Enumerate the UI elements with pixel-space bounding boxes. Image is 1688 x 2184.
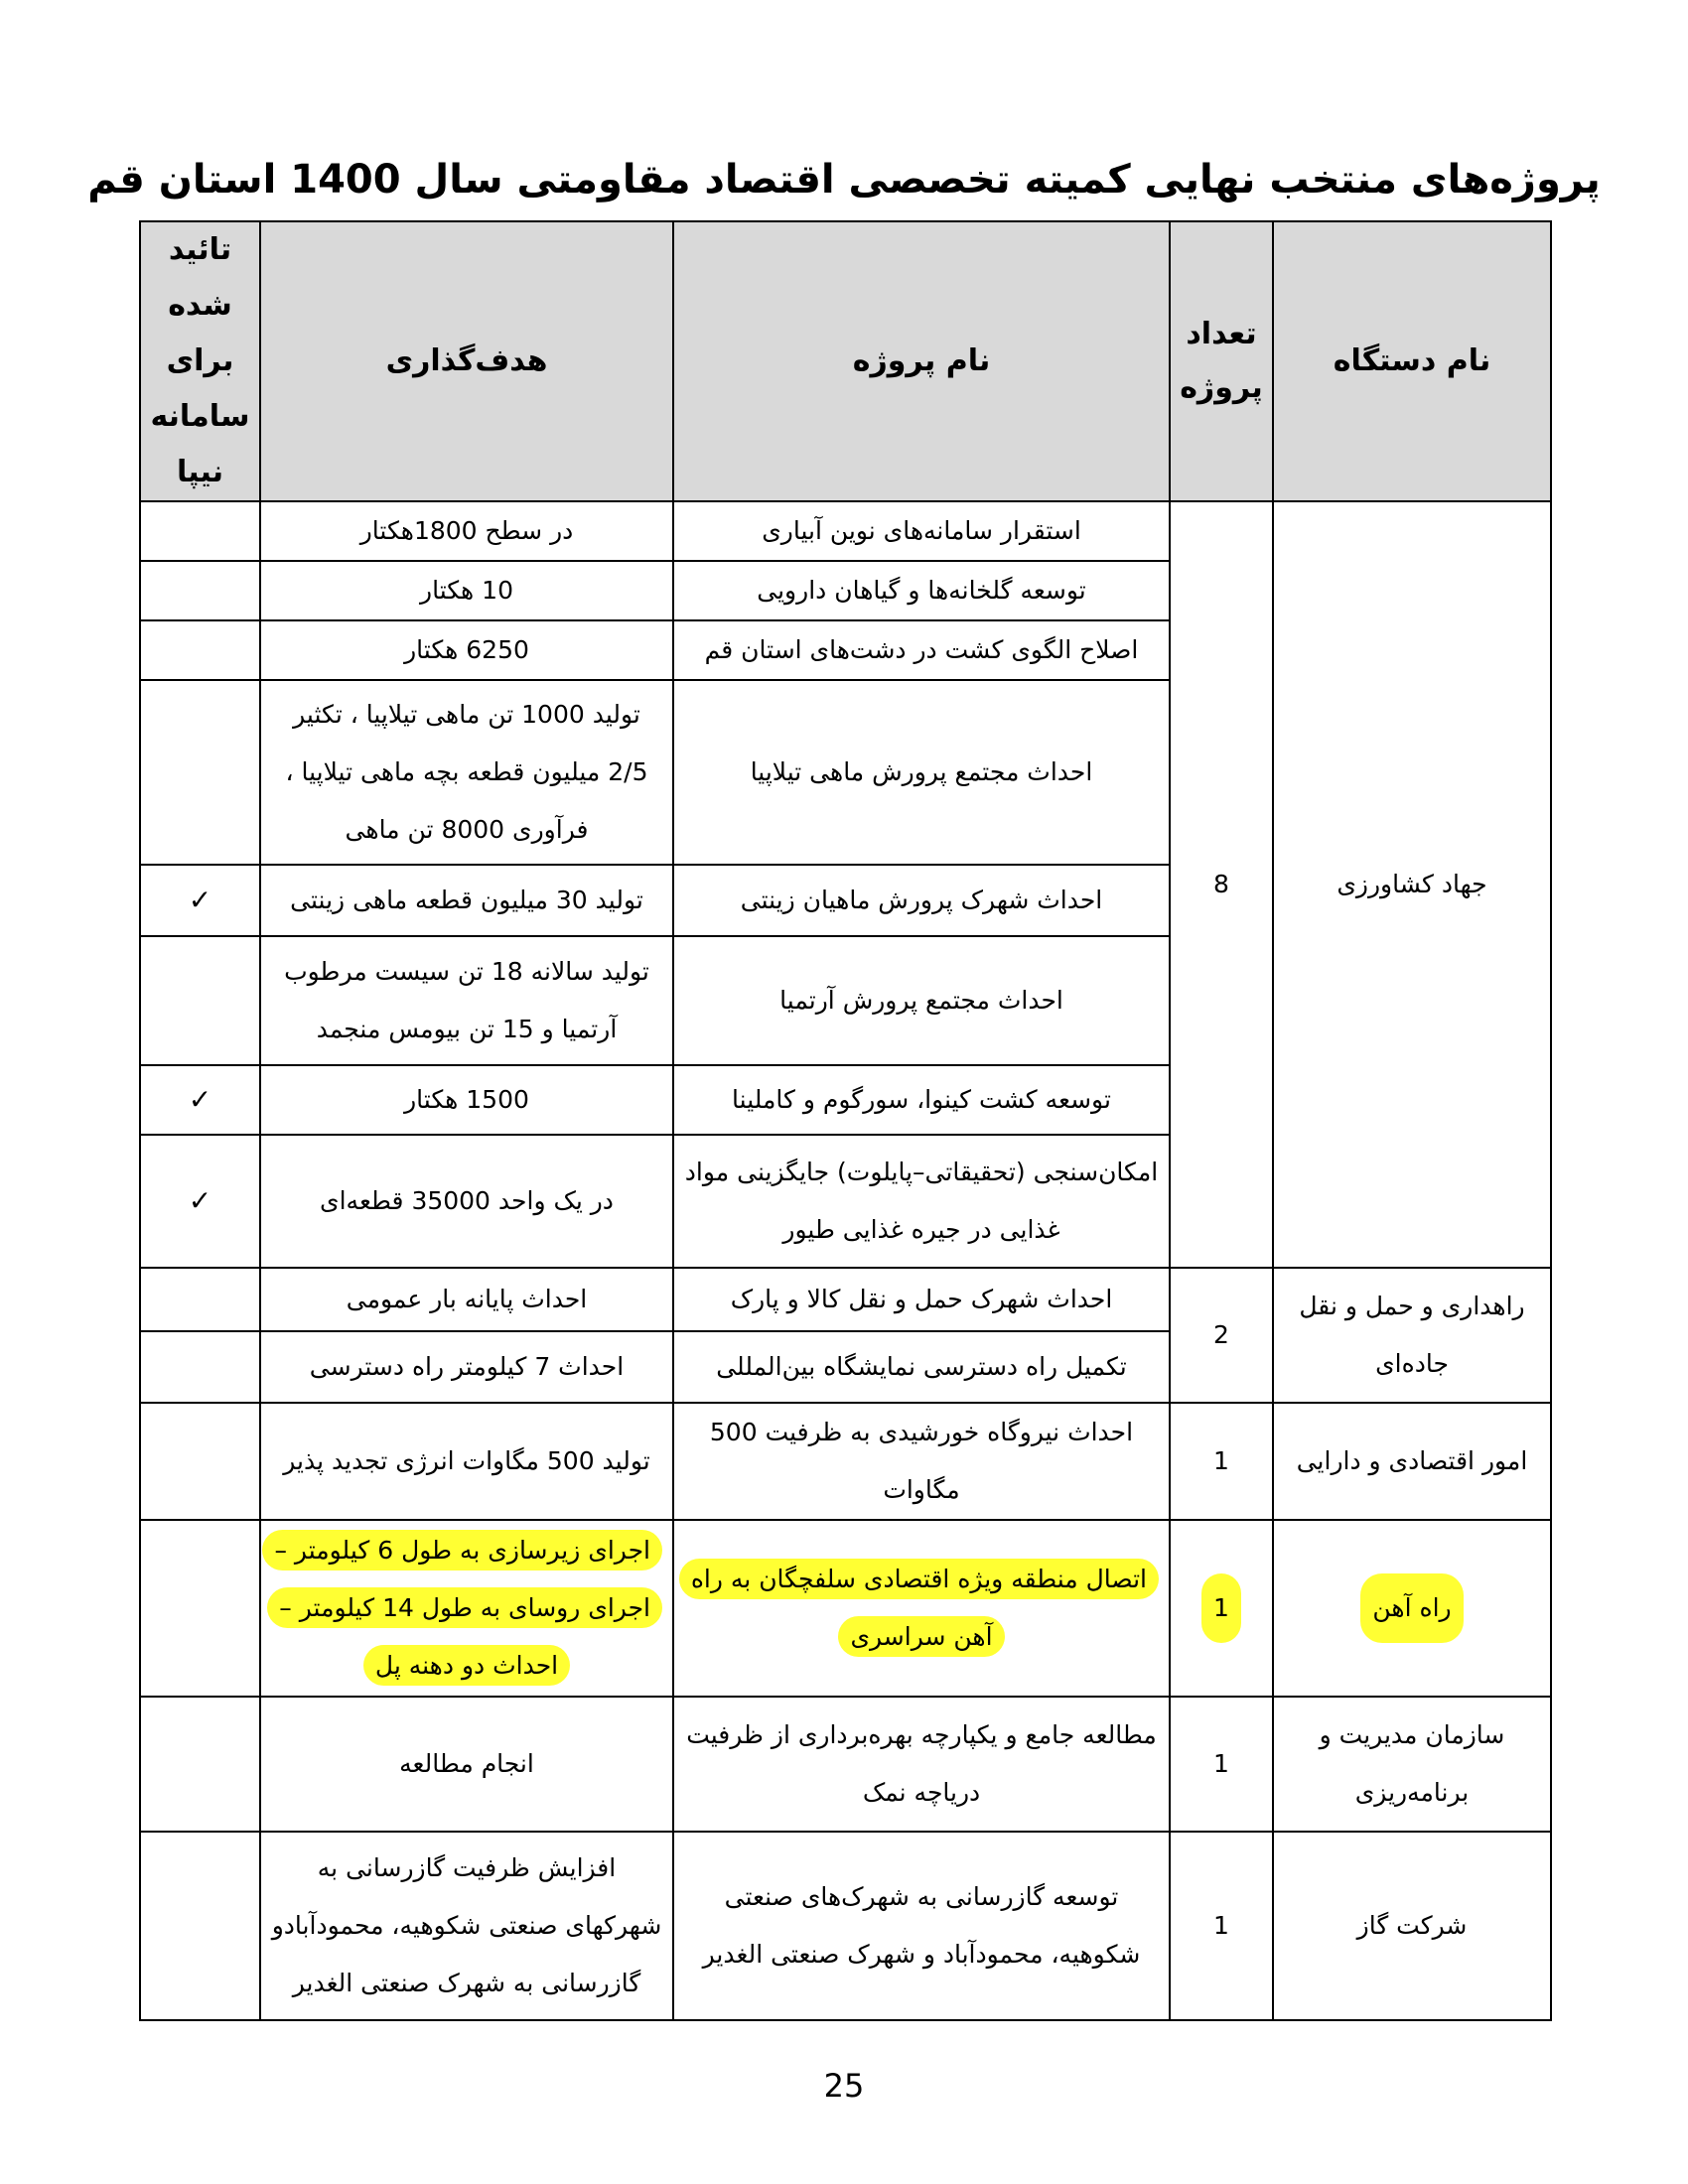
approved-cell [140,1697,260,1832]
target-cell [260,1832,673,2020]
target-text: تولید 30 میلیون قطعه ماهی زینتی [290,886,643,914]
org-cell [1273,1403,1551,1520]
target-text: انجام مطالعه [399,1749,534,1778]
project-cell [673,680,1170,865]
check-icon: ✓ [188,1082,212,1116]
approved-cell [140,1065,260,1135]
table-header-row [140,221,1551,501]
check-icon: ✓ [188,883,212,916]
project-name: مطالعه جامع و یکپارچه بهره‌برداری از ظرفیت دریاچه نمک [686,1720,1157,1807]
projects-table [139,220,1552,2021]
count-cell [1170,1268,1273,1403]
project-count: 1 [1213,1911,1229,1940]
project-count: 1 [1213,1446,1229,1475]
target-cell [260,1065,673,1135]
project-cell [673,936,1170,1065]
count-cell [1170,1832,1273,2020]
table-row [140,1268,1551,1331]
target-cell [260,936,673,1065]
header-org: نام دستگاه [1273,221,1551,501]
project-name: احداث شهرک پرورش ماهیان زینتی [740,886,1103,914]
project-name: توسعه کشت کینوا، سورگوم و کاملینا [732,1085,1111,1114]
project-name: احداث شهرک حمل و نقل کالا و پارک [730,1285,1113,1313]
count-cell [1170,1403,1273,1520]
target-cell [260,1403,673,1520]
target-cell [260,1331,673,1403]
target-text: تولید 500 مگاوات انرژی تجدید پذیر [283,1446,650,1475]
project-cell [673,620,1170,680]
check-icon: ✓ [188,1183,212,1217]
org-name: جهاد کشاورزی [1336,870,1487,898]
project-cell [673,1331,1170,1403]
approved-cell [140,1268,260,1331]
target-text: احداث 7 کیلومتر راه دسترسی [309,1352,625,1381]
approved-cell [140,1832,260,2020]
target-cell [260,1268,673,1331]
target-text: 10 هکتار [420,576,513,605]
project-cell [673,501,1170,561]
org-cell [1273,501,1551,1268]
table-row [140,1832,1551,2020]
org-cell [1273,1268,1551,1403]
project-cell [673,1403,1170,1520]
project-count: 1 [1201,1573,1241,1643]
approved-cell [140,1403,260,1520]
page-title: پروژه‌های منتخب نهایی کمیته تخصصی اقتصاد مقاومتی سال 1400 استان قم [87,157,1601,203]
target-cell [260,561,673,620]
target-cell [260,501,673,561]
target-text: تولید سالانه 18 تن سیست مرطوب آرتمیا و 15 تن بیومس منجمد [284,957,649,1043]
table-row [140,1403,1551,1520]
target-text: اجرای زیرسازی به طول 6 کیلومتر – اجرای روسای به طول 14 کیلومتر – احداث دو دهنه پل [262,1530,662,1686]
header-target: هدف‌گذاری [260,221,673,501]
approved-cell [140,1331,260,1403]
project-name: احداث نیروگاه خورشیدی به ظرفیت 500 مگاوات [709,1418,1134,1504]
target-text: در سطح 1800هکتار [359,516,574,545]
project-name: اصلاح الگوی کشت در دشت‌های استان قم [704,635,1139,664]
page-number: 25 [823,2067,865,2105]
project-cell [673,1268,1170,1331]
target-cell [260,1697,673,1832]
header-project: نام پروژه [673,221,1170,501]
target-text: در یک واحد 35000 قطعه‌ای [320,1186,614,1215]
table-row [140,501,1551,561]
table-row [140,1697,1551,1832]
project-name: احداث مجتمع پرورش ماهی تیلاپیا [750,757,1093,786]
count-cell [1170,501,1273,1268]
count-cell [1170,1520,1273,1697]
target-cell [260,1135,673,1268]
org-name: امور اقتصادی و دارایی [1296,1446,1528,1475]
org-name: راه آهن [1360,1573,1463,1643]
table-row [140,1520,1551,1697]
target-text: افزایش ظرفیت گازرسانی به شهرکهای صنعتی شکوهیه، محمودآبادو گازرسانی به شهرک صنعتی الغدیر [271,1853,662,1997]
project-name: اتصال منطقه ویژه اقتصادی سلفچگان به راه آهن سراسری [679,1559,1159,1657]
project-name: استقرار سامانه‌های نوین آبیاری [762,516,1081,545]
org-name: شرکت گاز [1356,1911,1468,1940]
approved-cell [140,620,260,680]
project-cell [673,561,1170,620]
target-cell [260,680,673,865]
approved-cell [140,1520,260,1697]
org-cell [1273,1697,1551,1832]
approved-cell [140,1135,260,1268]
org-cell [1273,1520,1551,1697]
project-name: احداث مجتمع پرورش آرتمیا [779,986,1063,1015]
org-cell [1273,1832,1551,2020]
org-name: سازمان مدیریت و برنامه‌ریزی [1319,1720,1505,1807]
approved-cell [140,865,260,936]
header-approved: تائید شده برای سامانه نیپا [140,221,260,501]
target-cell [260,1520,673,1697]
project-count: 2 [1213,1320,1229,1349]
project-cell [673,1697,1170,1832]
project-name: توسعه گازرسانی به شهرک‌های صنعتی شکوهیه، محمودآباد و شهرک صنعتی الغدیر [702,1882,1141,1969]
target-text: تولید 1000 تن ماهی تیلاپیا ، تکثیر 2/5 میلیون قطعه بچه ماهی تیلاپیا ، فرآوری 8000 تن ماهی [285,700,648,844]
approved-cell [140,680,260,865]
project-cell [673,1832,1170,2020]
target-cell [260,620,673,680]
target-text: 1500 هکتار [404,1085,529,1114]
count-cell [1170,1697,1273,1832]
project-count: 1 [1213,1749,1229,1778]
target-text: 6250 هکتار [404,635,529,664]
project-name: امکان‌سنجی (تحقیقاتی–پایلوت) جایگزینی مواد غذایی در جیره غذایی طیور [684,1158,1159,1244]
project-cell [673,1065,1170,1135]
org-name: راهداری و حمل و نقل جاده‌ای [1299,1292,1525,1378]
target-text: احداث پایانه بار عمومی [346,1285,588,1313]
project-count: 8 [1213,870,1229,898]
project-cell [673,865,1170,936]
project-cell [673,1520,1170,1697]
project-cell [673,1135,1170,1268]
approved-cell [140,561,260,620]
project-name: تکمیل راه دسترسی نمایشگاه بین‌المللی [716,1352,1127,1381]
header-count: تعداد پروژه [1170,221,1273,501]
approved-cell [140,936,260,1065]
approved-cell [140,501,260,561]
project-name: توسعه گلخانه‌ها و گیاهان دارویی [757,576,1086,605]
target-cell [260,865,673,936]
